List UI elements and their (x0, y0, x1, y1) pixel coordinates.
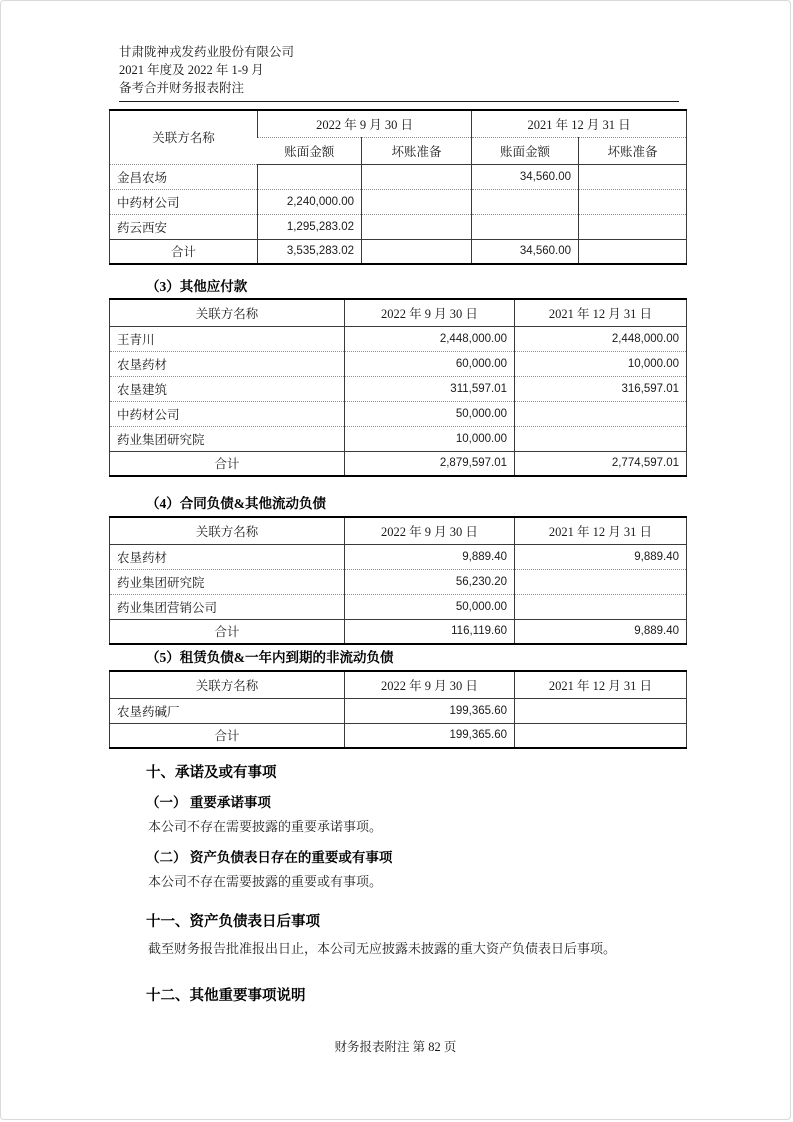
column-header-2021: 2021 年 12 月 31 日 (515, 517, 687, 544)
section-10-1-heading: （一） 重要承诺事项 (146, 795, 271, 810)
chapter-10-heading: 十、承诺及或有事项 (146, 765, 277, 781)
table-row (110, 698, 687, 723)
column-header-party: 关联方名称 (110, 671, 345, 698)
column-header-party: 关联方名称 (110, 517, 345, 544)
book-2022-total: 3,535,283.02 (258, 239, 362, 264)
value-2021 (515, 401, 687, 426)
bad-2022 (362, 164, 472, 189)
table-total-row (110, 723, 687, 748)
value-2022: 199,365.60 (345, 698, 515, 723)
table-row (110, 544, 687, 569)
table-row (110, 569, 687, 594)
column-header-2021: 2021 年 12 月 31 日 (472, 110, 687, 137)
subheader-book-2021: 账面金额 (472, 137, 579, 164)
bad-2022 (362, 214, 472, 239)
column-header-2022: 2022 年 9 月 30 日 (345, 299, 515, 326)
table-row (110, 214, 687, 239)
table-header-row (110, 671, 687, 698)
party-name: 中药材公司 (110, 189, 258, 214)
bad-2022 (362, 189, 472, 214)
table-header-row (110, 110, 687, 137)
table-row (110, 164, 687, 189)
party-name: 农垦药碱厂 (110, 698, 345, 723)
section-10-1-paragraph: 本公司不存在需要披露的重要承诺事项。 (148, 819, 383, 834)
chapter-11-heading: 十一、资产负债表日后事项 (146, 914, 320, 930)
party-name: 药业集团营销公司 (110, 594, 345, 619)
total-label: 合计 (110, 619, 345, 644)
report-title: 备考合并财务报表附注 (119, 81, 245, 95)
party-name: 农垦建筑 (110, 376, 345, 401)
party-name: 金昌农场 (110, 164, 258, 189)
bad-2021 (579, 214, 687, 239)
value-2022: 2,448,000.00 (345, 326, 515, 351)
section-5-title: （5）租赁负债&一年内到期的非流动负债 (146, 650, 394, 665)
book-2021-total: 34,560.00 (472, 239, 579, 264)
value-2021: 9,889.40 (515, 544, 687, 569)
value-2022: 56,230.20 (345, 569, 515, 594)
total-label: 合计 (110, 723, 345, 748)
party-name: 农垦药材 (110, 351, 345, 376)
document-header (119, 43, 679, 102)
table-total-row (110, 239, 687, 264)
value-2021: 316,597.01 (515, 376, 687, 401)
book-2022: 2,240,000.00 (258, 189, 362, 214)
related-party-balance-table (109, 109, 687, 265)
table-row (110, 189, 687, 214)
table-row (110, 594, 687, 619)
bad-2021 (579, 189, 687, 214)
book-2021 (472, 189, 579, 214)
party-name: 药业集团研究院 (110, 569, 345, 594)
report-period: 2021 年度及 2022 年 1-9 月 (119, 63, 264, 77)
party-name: 药业集团研究院 (110, 426, 345, 451)
column-header-2022: 2022 年 9 月 30 日 (345, 517, 515, 544)
total-label: 合计 (110, 451, 345, 476)
bad-2021 (579, 164, 687, 189)
book-2021 (472, 214, 579, 239)
table-total-row (110, 451, 687, 476)
section-4-title: （4）合同负债&其他流动负债 (146, 496, 326, 511)
section-3-title: （3）其他应付款 (146, 279, 248, 294)
value-2021-total: 2,774,597.01 (515, 451, 687, 476)
column-header-2022: 2022 年 9 月 30 日 (258, 110, 472, 137)
value-2021-total: 9,889.40 (515, 619, 687, 644)
bad-2021-total (579, 239, 687, 264)
column-header-2021: 2021 年 12 月 31 日 (515, 299, 687, 326)
value-2021-total (515, 723, 687, 748)
table-row (110, 351, 687, 376)
value-2022-total: 2,879,597.01 (345, 451, 515, 476)
value-2022: 10,000.00 (345, 426, 515, 451)
lease-liabilities-table (109, 670, 687, 749)
other-payables-table (109, 298, 687, 477)
table-header-row (110, 299, 687, 326)
chapter-12-heading: 十二、其他重要事项说明 (146, 988, 306, 1004)
subheader-bad-2022: 坏账准备 (362, 137, 472, 164)
value-2022: 9,889.40 (345, 544, 515, 569)
value-2022: 60,000.00 (345, 351, 515, 376)
page-footer: 财务报表附注 第 82 页 (334, 1040, 457, 1054)
table-row (110, 426, 687, 451)
contract-liabilities-table (109, 516, 687, 645)
section-10-2-heading: （二） 资产负债表日存在的重要或有事项 (146, 850, 393, 865)
column-header-2021: 2021 年 12 月 31 日 (515, 671, 687, 698)
bad-2022-total (362, 239, 472, 264)
value-2022: 311,597.01 (345, 376, 515, 401)
party-name: 药云西安 (110, 214, 258, 239)
value-2021 (515, 426, 687, 451)
value-2021: 10,000.00 (515, 351, 687, 376)
book-2022 (258, 164, 362, 189)
section-10-2-paragraph: 本公司不存在需要披露的重要或有事项。 (148, 874, 383, 889)
company-name: 甘肃陇神戎发药业股份有限公司 (119, 45, 295, 59)
book-2021: 34,560.00 (472, 164, 579, 189)
table-row (110, 401, 687, 426)
value-2021 (515, 569, 687, 594)
party-name: 王青川 (110, 326, 345, 351)
value-2022: 50,000.00 (345, 401, 515, 426)
subheader-bad-2021: 坏账准备 (579, 137, 687, 164)
table-header-row (110, 517, 687, 544)
column-header-party: 关联方名称 (110, 299, 345, 326)
value-2021 (515, 698, 687, 723)
value-2022: 50,000.00 (345, 594, 515, 619)
party-name: 中药材公司 (110, 401, 345, 426)
column-header-party: 关联方名称 (110, 110, 258, 164)
table-row (110, 326, 687, 351)
book-2022: 1,295,283.02 (258, 214, 362, 239)
total-label: 合计 (110, 239, 258, 264)
table-total-row (110, 619, 687, 644)
table-row (110, 376, 687, 401)
party-name: 农垦药材 (110, 544, 345, 569)
chapter-11-paragraph: 截至财务报告批准报出日止，本公司无应披露未披露的重大资产负债表日后事项。 (148, 941, 617, 956)
value-2021: 2,448,000.00 (515, 326, 687, 351)
value-2022-total: 116,119.60 (345, 619, 515, 644)
subheader-book-2022: 账面金额 (258, 137, 362, 164)
value-2021 (515, 594, 687, 619)
value-2022-total: 199,365.60 (345, 723, 515, 748)
column-header-2022: 2022 年 9 月 30 日 (345, 671, 515, 698)
